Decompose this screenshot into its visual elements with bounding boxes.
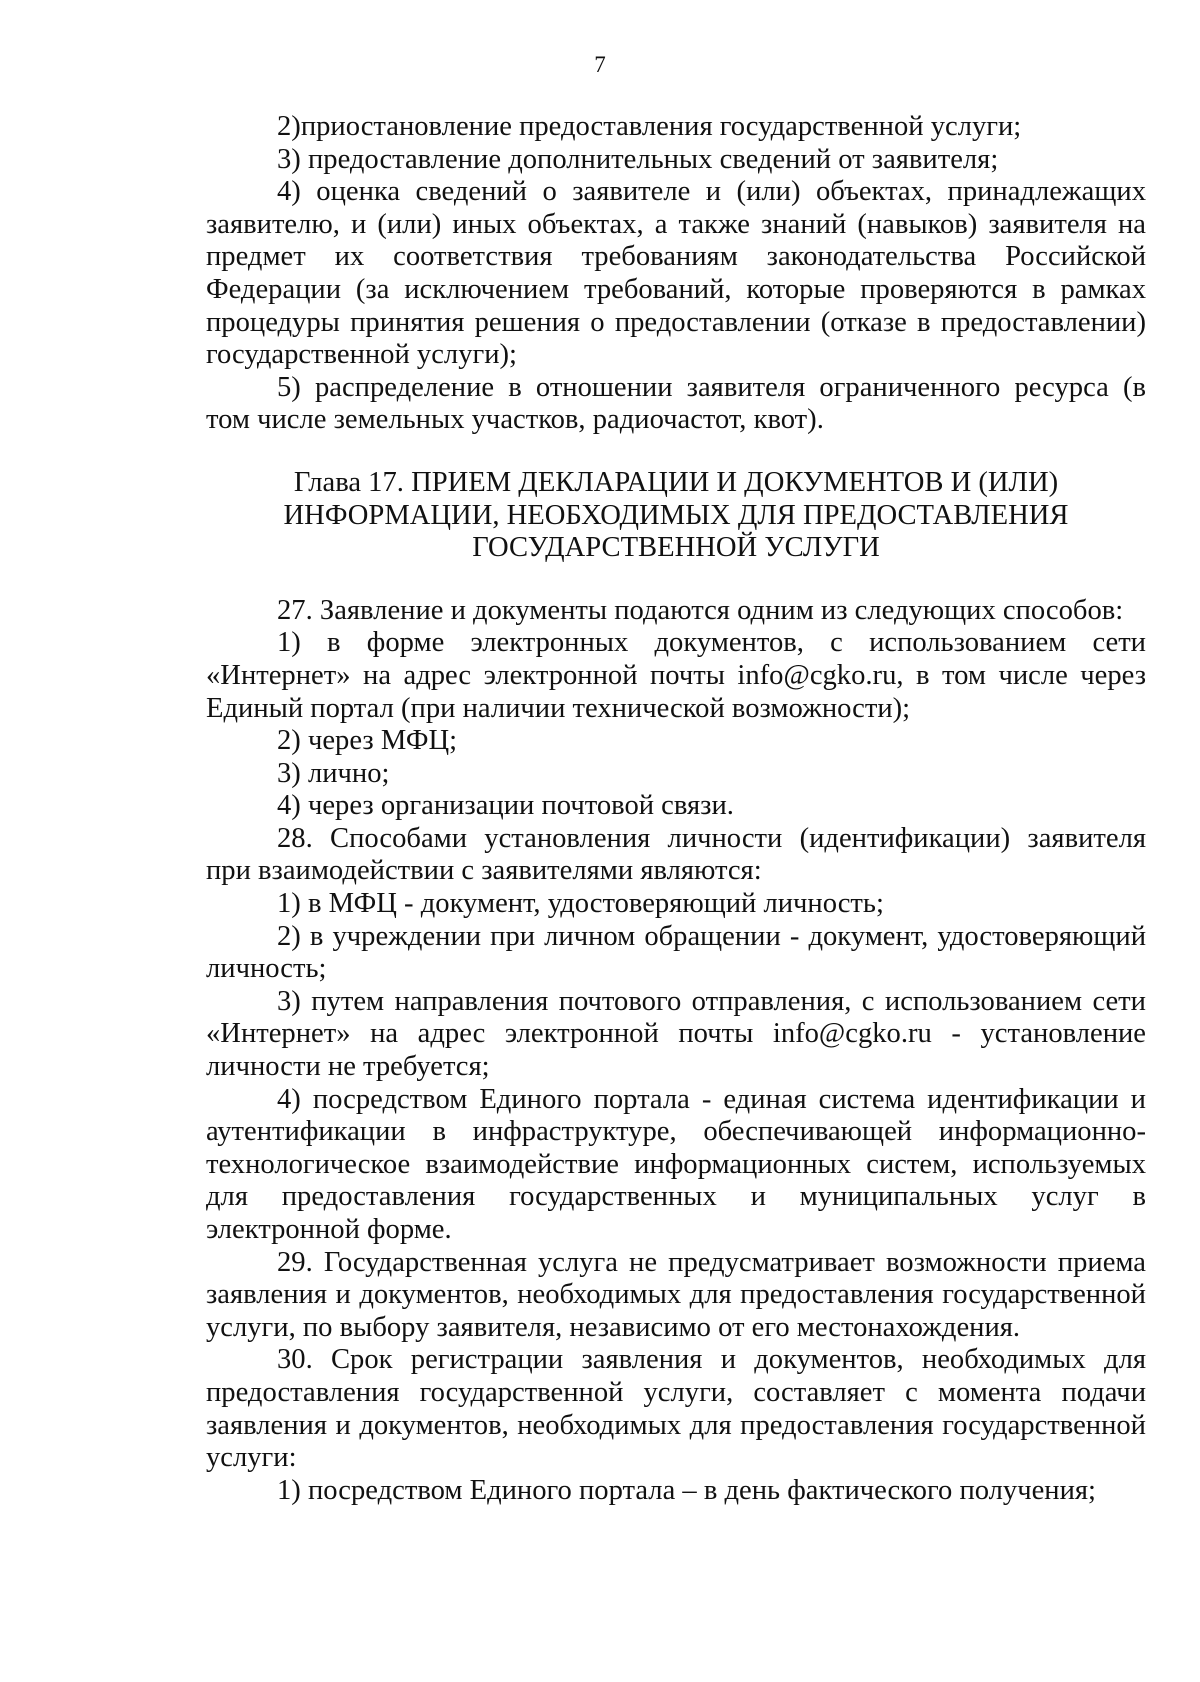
paragraph-30: 30. Срок регистрации заявления и документов, необходимых для предоставления государственной услуги, составляет с момента подачи заявления и документов, необходимых для предоставления государственной услуги: <box>206 1344 1146 1474</box>
paragraph-28-item-3: 3) путем направления почтового отправления, с использованием сети «Интернет» на адрес электронной почты info@cgko.ru - установление личности не требуется; <box>206 985 1146 1083</box>
paragraph-29: 29. Государственная услуга не предусматривает возможности приема заявления и документов, необходимых для предоставления государственной услуги, по выбору заявителя, независимо от его местонахождения. <box>206 1246 1146 1343</box>
paragraph-27-item-4: 4) через организации почтовой связи. <box>277 790 734 822</box>
paragraph-suspension: 2)приостановление предоставления государственной услуги; <box>277 111 1022 142</box>
paragraph-28-item-2: 2) в учреждении при личном обращении - документ, удостоверяющий личность; <box>206 920 1146 985</box>
page-number: 7 <box>594 52 606 77</box>
paragraph-resource-distribution: 5) распределение в отношении заявителя ограниченного ресурса (в том числе земельных участков, радиочастот, квот). <box>206 371 1146 436</box>
paragraph-27-item-2: 2) через МФЦ; <box>277 725 458 757</box>
paragraph-28: 28. Способами установления личности (идентификации) заявителя при взаимодействии с заявителями являются: <box>206 822 1146 887</box>
paragraph-28-item-1: 1) в МФЦ - документ, удостоверяющий личность; <box>277 888 884 920</box>
chapter-heading-line-2: ИНФОРМАЦИИ, НЕОБХОДИМЫХ ДЛЯ ПРЕДОСТАВЛЕНИЯ <box>283 499 1069 531</box>
paragraph-27-item-3: 3) лично; <box>277 757 390 789</box>
paragraph-27: 27. Заявление и документы подаются одним из следующих способов: <box>277 594 1124 626</box>
paragraph-assessment: 4) оценка сведений о заявителе и (или) объектах, принадлежащих заявителю, и (или) иных объектах, а также знаний (навыков) заявителя на предмет их соответствия требованиям законодательства Российской Федерации (за исключением требований, которые проверяются в рамках процедуры принятия решения о предоставлении (отказе в предоставлении) государственной услуги); <box>206 176 1146 371</box>
paragraph-28-item-4: 4) посредством Единого портала - единая система идентификации и аутентификации в инфраструктуре, обеспечивающей информационно-технологическое взаимодействие информационных систем, используемых для предоставления государственных и муниципальных услуг в электронной форме. <box>206 1083 1146 1245</box>
chapter-heading-line-3: ГОСУДАРСТВЕННОЙ УСЛУГИ <box>472 532 880 564</box>
chapter-heading <box>206 467 1146 565</box>
paragraph-30-item-1: 1) посредством Единого портала – в день фактического получения; <box>277 1474 1096 1506</box>
document-body <box>206 111 1146 1507</box>
chapter-heading-line-1: Глава 17. ПРИЕМ ДЕКЛАРАЦИИ И ДОКУМЕНТОВ И (ИЛИ) <box>293 466 1059 498</box>
paragraph-additional-info: 3) предоставление дополнительных сведений от заявителя; <box>277 143 999 175</box>
paragraph-27-item-1: 1) в форме электронных документов, с использованием сети «Интернет» на адрес электронной почты info@cgko.ru, в том числе через Единый портал (при наличии технической возможности); <box>206 627 1146 724</box>
